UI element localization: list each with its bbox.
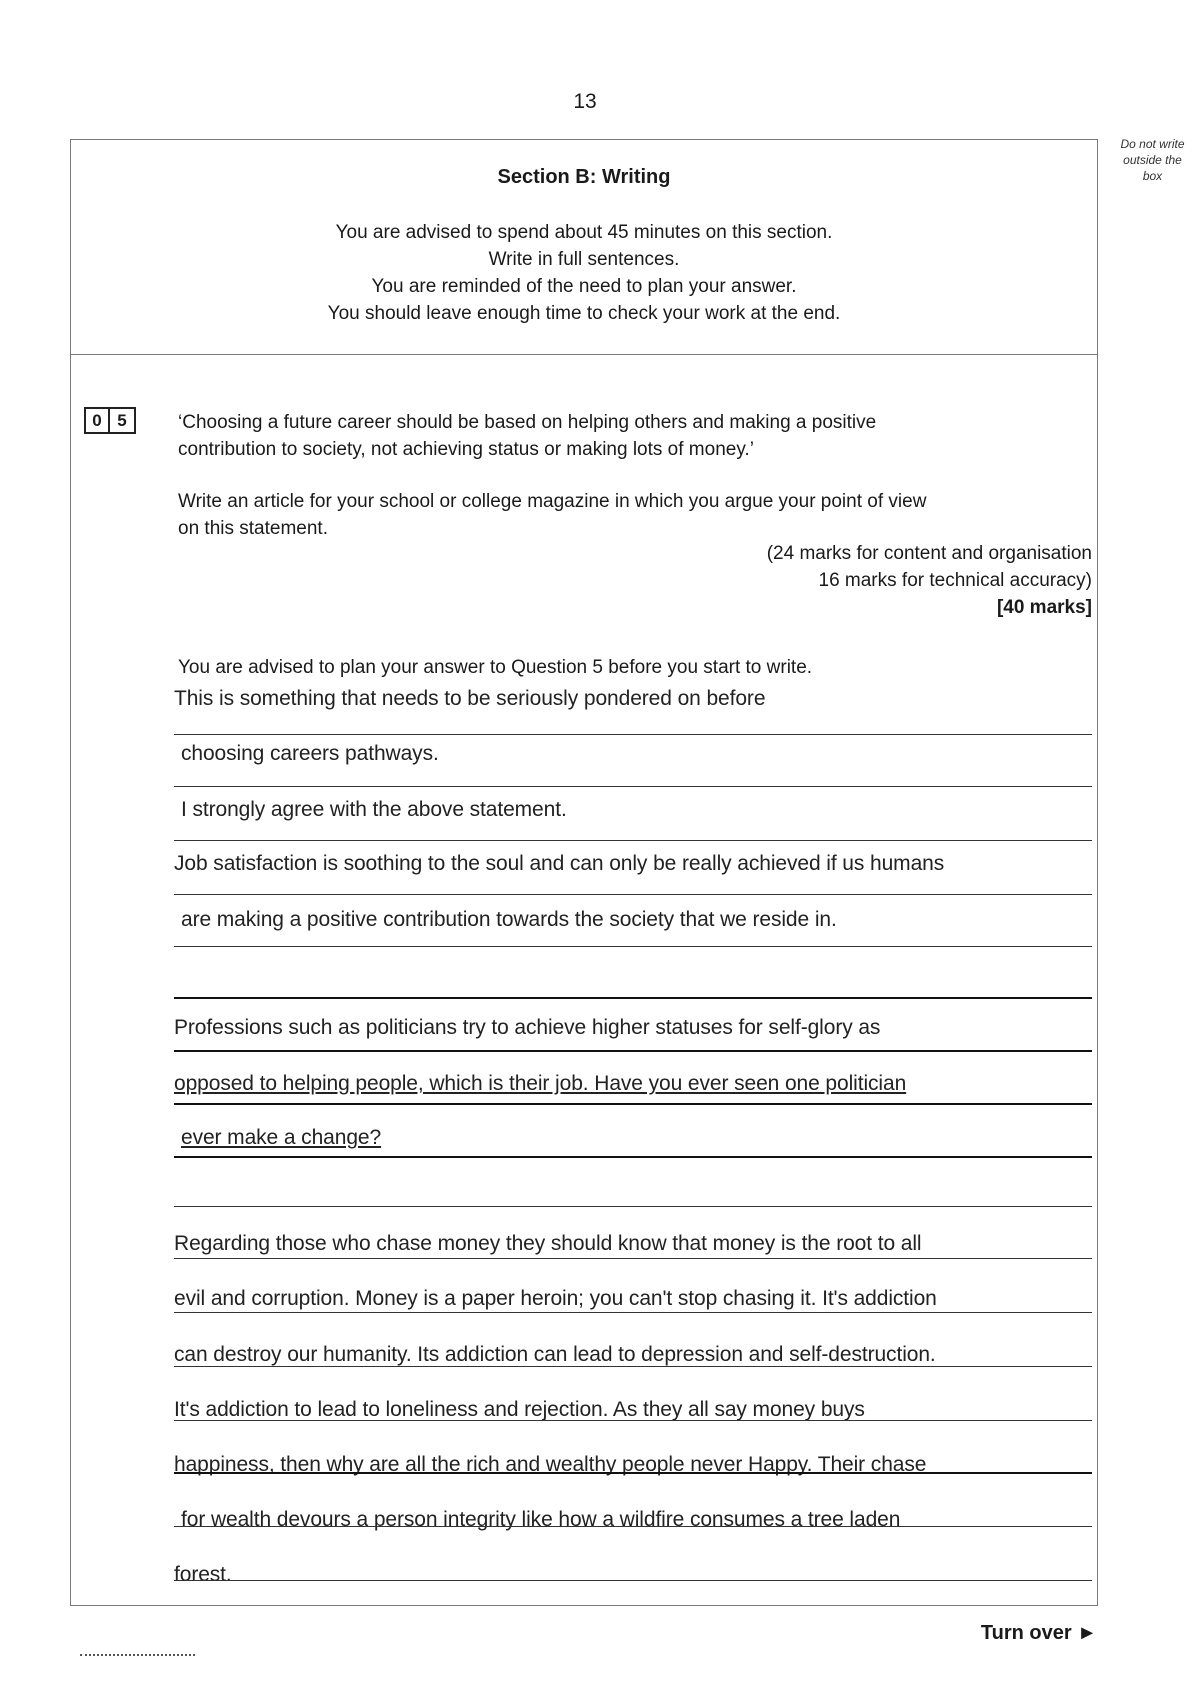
answer-rule <box>174 997 1092 999</box>
answer-rule <box>174 1206 1092 1207</box>
statement-line: contribution to society, not achieving status or making lots of money.’ <box>178 439 754 460</box>
question-number-digit: 0 <box>84 407 110 434</box>
question-number <box>84 407 136 434</box>
answer-rule <box>174 1103 1092 1105</box>
answer-line: for wealth devours a person integrity like how a wildfire consumes a tree laden <box>181 1508 901 1531</box>
instruction-line: You are advised to spend about 45 minutes on this section. <box>335 222 833 243</box>
answer-rule <box>174 1258 1092 1259</box>
statement-line: ‘Choosing a future career should be based on helping others and making a positive <box>178 412 877 433</box>
answer-line: happiness, then why are all the rich and wealthy people never Happy. Their chase <box>174 1453 927 1476</box>
marks-breakdown-line: (24 marks for content and organisation <box>766 543 1092 564</box>
answer-rule <box>174 894 1092 895</box>
answer-rule <box>174 786 1092 787</box>
answer-line: forest. <box>174 1563 232 1586</box>
question-task <box>178 488 926 542</box>
turn-over-label: Turn over ► <box>980 1622 1097 1644</box>
answer-rule <box>174 840 1092 841</box>
section-instructions <box>71 219 1097 327</box>
answer-line: Regarding those who chase money they should know that money is the root to all <box>174 1232 922 1255</box>
instruction-line: You should leave enough time to check your work at the end. <box>327 303 841 324</box>
margin-note-line: box <box>1142 169 1163 183</box>
marks-allocation <box>600 540 1092 621</box>
question-statement <box>178 409 876 463</box>
answer-line: Professions such as politicians try to achieve higher statuses for self-glory as <box>174 1016 881 1039</box>
section-title: Section B: Writing <box>497 166 671 188</box>
page-number: 13 <box>573 90 597 113</box>
marks-breakdown-line: 16 marks for technical accuracy) <box>818 570 1092 591</box>
answer-rule <box>174 946 1092 947</box>
answer-rule <box>174 1366 1092 1367</box>
answer-rule <box>174 1050 1092 1052</box>
answer-rule <box>174 1526 1092 1527</box>
footer-code-mark <box>80 1654 195 1656</box>
plan-advice: You are advised to plan your answer to Question 5 before you start to write. <box>178 657 813 678</box>
answer-line: choosing careers pathways. <box>181 742 439 765</box>
answer-line: This is something that needs to be seriously pondered on before <box>174 687 766 710</box>
total-marks: [40 marks] <box>996 597 1092 618</box>
answer-line: are making a positive contribution towards the society that we reside in. <box>181 908 837 931</box>
margin-note-line: Do not write <box>1120 137 1185 151</box>
answer-line: can destroy our humanity. Its addiction can lead to depression and self-destruction. <box>174 1343 936 1366</box>
answer-line: ever make a change? <box>181 1126 382 1149</box>
margin-note <box>1105 136 1200 184</box>
answer-rule <box>174 1156 1092 1158</box>
task-line: Write an article for your school or college magazine in which you argue your point of view <box>178 491 927 512</box>
answer-line: opposed to helping people, which is their job. Have you ever seen one politician <box>174 1072 907 1095</box>
answer-line: Job satisfaction is soothing to the soul and can only be really achieved if us humans <box>174 852 945 875</box>
answer-rule <box>174 1420 1092 1421</box>
answer-rule <box>174 1580 1092 1581</box>
task-line: on this statement. <box>178 518 328 539</box>
answer-rule <box>174 1312 1092 1313</box>
instruction-line: You are reminded of the need to plan your answer. <box>371 276 797 297</box>
answer-line: I strongly agree with the above statement. <box>181 798 567 821</box>
answer-line: evil and corruption. Money is a paper heroin; you can't stop chasing it. It's addiction <box>174 1287 937 1310</box>
answer-rule <box>174 734 1092 735</box>
answer-line: It's addiction to lead to loneliness and rejection. As they all say money buys <box>174 1398 865 1421</box>
answer-rule <box>174 1472 1092 1474</box>
section-header <box>71 140 1097 355</box>
instruction-line: Write in full sentences. <box>488 249 680 270</box>
question-number-digit: 5 <box>110 407 136 434</box>
margin-note-line: outside the <box>1123 153 1182 167</box>
